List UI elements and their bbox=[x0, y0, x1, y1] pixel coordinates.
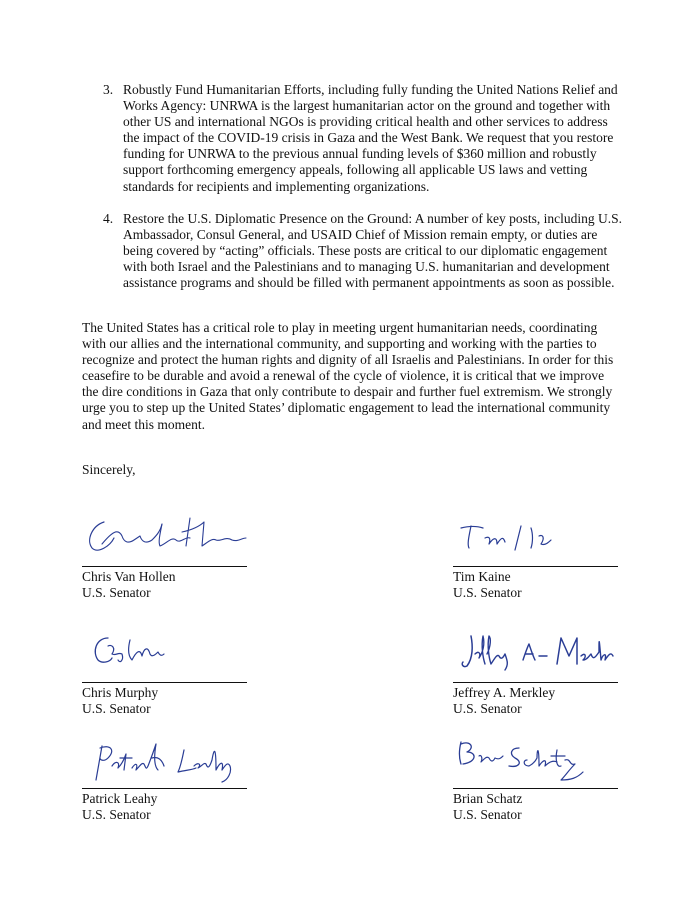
signature-line bbox=[82, 788, 247, 789]
signatory-title: U.S. Senator bbox=[453, 585, 522, 600]
signatory-title: U.S. Senator bbox=[453, 701, 522, 716]
signature-line bbox=[453, 788, 618, 789]
signatory-title: U.S. Senator bbox=[82, 807, 151, 822]
signature-schatz bbox=[453, 736, 623, 786]
signature-merkley bbox=[453, 630, 623, 680]
signatory-title: U.S. Senator bbox=[453, 807, 522, 822]
signatory-name: Jeffrey A. Merkley bbox=[453, 685, 556, 700]
list-text: Robustly Fund Humanitarian Efforts, including fully funding the United Nations Relief and Works Agency: UNRWA is the largest humanitarian actor on the ground and together with other US and international NGOs is providing critical health and other services to address the impact of the COVID-19 crisis in Gaza and the West Bank. We request that you restore funding for UNRWA to the previous annual funding levels of $360 million and robustly support forthcoming emergency appeals, following all applicable US laws and vetting standards for recipients and implementing organizations. bbox=[123, 82, 618, 194]
signature-line bbox=[453, 682, 618, 683]
signatory-title: U.S. Senator bbox=[82, 585, 151, 600]
signature-van-hollen bbox=[82, 514, 252, 564]
signature-line bbox=[453, 566, 618, 567]
list-number: 3. bbox=[103, 82, 114, 97]
signature-line bbox=[82, 682, 247, 683]
signatory-name: Chris Van Hollen bbox=[82, 569, 176, 584]
signatory-name: Tim Kaine bbox=[453, 569, 511, 584]
signature-murphy bbox=[82, 630, 252, 680]
signature-kaine bbox=[453, 514, 623, 564]
signatory-name: Brian Schatz bbox=[453, 791, 523, 806]
list-number: 4. bbox=[103, 211, 114, 226]
list-text: Restore the U.S. Diplomatic Presence on the Ground: A number of key posts, including U.S. Ambassador, Consul General, and USAID Chief of Mission remain empty, or duties are being covered by “acting” officials. These posts are critical to our diplomatic engagement with both Israel and the Palestinians and to managing U.S. humanitarian and development assistance programs and should be filled with permanent appointments as soon as possible. bbox=[123, 211, 623, 291]
signature-leahy bbox=[82, 736, 252, 786]
signatory-name: Chris Murphy bbox=[82, 685, 159, 700]
signatory-name: Patrick Leahy bbox=[82, 791, 158, 806]
signatory-title: U.S. Senator bbox=[82, 701, 151, 716]
signature-line bbox=[82, 566, 247, 567]
closing-paragraph: The United States has a critical role to play in meeting urgent humanitarian needs, coordinating with our allies and the international community, and supporting and working with the parties to recognize and protect the human rights and dignity of all Israelis and Palestinians. In order for this ceasefire to be durable and avoid a renewal of the cycle of violence, it is critical that we improve the dire conditions in Gaza that only contribute to despair and further fuel extremism. We strongly urge you to step up the United States’ diplomatic engagement to lead the international community and meet this moment. bbox=[82, 320, 614, 432]
valediction: Sincerely, bbox=[82, 462, 136, 477]
